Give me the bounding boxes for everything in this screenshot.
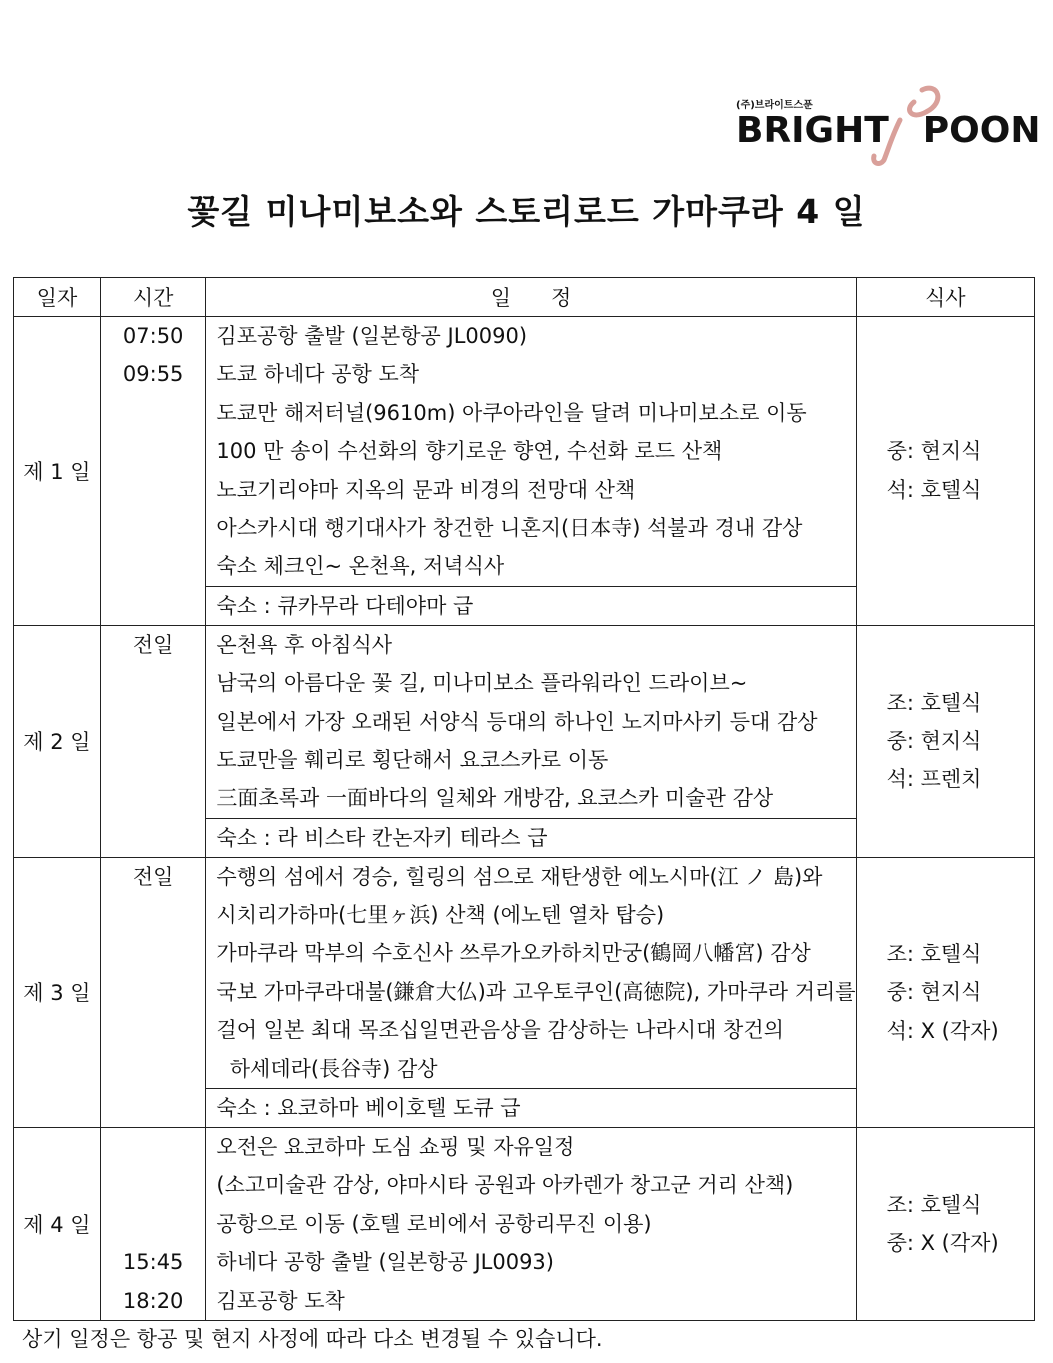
time-value: 18:20 [122,1288,184,1313]
logo-word-left: BRIGHT [736,110,889,151]
time-value: 15:45 [122,1250,184,1275]
schedule-line: 오전은 요코하마 도심 쇼핑 및 자유일정 [216,1135,575,1160]
schedule-line: 공항으로 이동 (호텔 로비에서 공항리무진 이용) [216,1211,652,1236]
table-row [14,857,1035,1088]
schedule-line: 100 만 송이 수선화의 향기로운 향연, 수선화 로드 산책 [216,439,723,464]
table-row [14,317,1035,587]
footer-note: 상기 일정은 항공 및 현지 사정에 따라 다소 변경될 수 있습니다. [22,1327,603,1351]
schedule-line: 숙소 체크인~ 온천욕, 저녁식사 [216,554,505,579]
schedule-line: 남국의 아름다운 꽃 길, 미나미보소 플라워라인 드라이브~ [216,671,748,696]
time-value [101,1011,206,1049]
meal-cell [856,317,1034,626]
meal-cell [856,1128,1034,1321]
time-value [101,547,206,585]
schedule-line: 하네다 공항 출발 (일본항공 JL0093) [216,1250,554,1275]
time-value [101,896,206,934]
schedule-line: 하세데라(長谷寺) 감상 [216,1056,438,1081]
time-value [101,1205,206,1243]
time-value [101,432,206,470]
time-value [101,1050,206,1088]
schedule-cell [206,857,856,1088]
accommodation: 숙소 : 요코하마 베이호텔 도큐 급 [206,1089,856,1128]
time-value [101,394,206,432]
time-cell [100,317,206,626]
time-value: 전일 [132,632,174,657]
spoon-swirl-icon [864,80,944,170]
logo-word-right: POON [922,110,1041,151]
schedule-line: 김포공항 출발 (일본항공 JL0090) [216,324,528,348]
accommodation: 숙소 : 큐카무라 다테야마 급 [206,586,856,625]
table-row [14,1128,1035,1321]
schedule-line: (소고미술관 감상, 야마시타 공원과 아카렌가 창고군 거리 산책) [216,1173,794,1198]
day-label: 제 2 일 [14,625,101,857]
meal-line: 중: 현지식 [886,439,982,464]
meal-line: 중: X (각자) [886,1231,999,1255]
table-header-row [14,278,1035,317]
meal-line: 조: 호텔식 [886,941,982,966]
time-value [101,471,206,509]
schedule-line: 김포공항 도착 [216,1288,345,1313]
time-value [101,664,206,702]
meal-line: 조: 호텔식 [886,1192,982,1217]
time-value [101,509,206,547]
schedule-line: 온천욕 후 아침식사 [216,632,393,657]
day-label: 제 3 일 [14,857,101,1127]
time-value [101,934,206,972]
schedule-line: 三面초록과 一面바다의 일체와 개방감, 요코스카 미술관 감상 [216,786,774,811]
schedule-line: 가마쿠라 막부의 수호신사 쓰루가오카하치만궁(鶴岡八幡宮) 감상 [216,941,811,966]
schedule-line: 걸어 일본 최대 목조십일면관음상을 감상하는 나라시대 창건의 [216,1018,784,1043]
header-day: 일자 [14,278,101,317]
time-value [101,973,206,1011]
accommodation: 숙소 : 라 비스타 칸논자키 테라스 급 [206,818,856,857]
schedule-line: 국보 가마쿠라대불(鎌倉大仏)과 고우토쿠인(高徳院), 가마쿠라 거리를 [216,979,856,1004]
meal-cell [856,625,1034,857]
header-meal: 식사 [856,278,1034,317]
table-row [14,625,1035,818]
time-cell [100,625,206,857]
time-cell [100,857,206,1127]
time-value [101,1166,206,1204]
time-value [101,1128,206,1166]
time-cell [100,1128,206,1321]
meal-line: 조: 호텔식 [886,690,982,715]
time-value [101,741,206,779]
schedule-line: 노코기리야마 지옥의 문과 비경의 전망대 산책 [216,477,636,502]
company-logo [736,96,1041,166]
schedule-line: 시치리가하마(七里ヶ浜) 산책 (에노텐 열차 탑승) [216,903,665,928]
schedule-cell [206,317,856,587]
time-value [101,703,206,741]
header-time: 시간 [100,278,206,317]
meal-cell [856,857,1034,1127]
meal-line: 석: 호텔식 [886,477,982,502]
time-value [101,779,206,817]
time-value: 전일 [132,864,174,889]
meal-line: 석: 프렌치 [886,767,982,792]
schedule-line: 도쿄만 해저터널(9610m) 아쿠아라인을 달려 미나미보소로 이동 [216,400,807,425]
schedule-line: 일본에서 가장 오래된 서양식 등대의 하나인 노지마사키 등대 감상 [216,709,818,734]
time-value: 09:55 [122,362,184,387]
day-label: 제 4 일 [14,1128,101,1321]
schedule-line: 도쿄만을 훼리로 횡단해서 요코스카로 이동 [216,747,609,772]
header-schedule: 일 정 [206,278,856,317]
schedule-line: 아스카시대 행기대사가 창건한 니혼지(日本寺) 석불과 경내 감상 [216,515,803,540]
schedule-cell [206,625,856,818]
logo-company-name: (주)브라이트스푼 [736,100,813,111]
itinerary-table [13,277,1035,1321]
page-title: 꽃길 미나미보소와 스토리로드 가마쿠라 4 일 [187,192,866,231]
meal-line: 석: X (각자) [886,1018,999,1043]
meal-line: 중: 현지식 [886,729,982,754]
schedule-line: 수행의 섬에서 경승, 힐링의 섬으로 재탄생한 에노시마(江 ノ 島)와 [216,864,823,889]
meal-line: 중: 현지식 [886,980,982,1005]
schedule-cell [206,1128,856,1321]
time-value: 07:50 [122,324,184,348]
day-label: 제 1 일 [14,317,101,626]
schedule-line: 도쿄 하네다 공항 도착 [216,362,420,387]
